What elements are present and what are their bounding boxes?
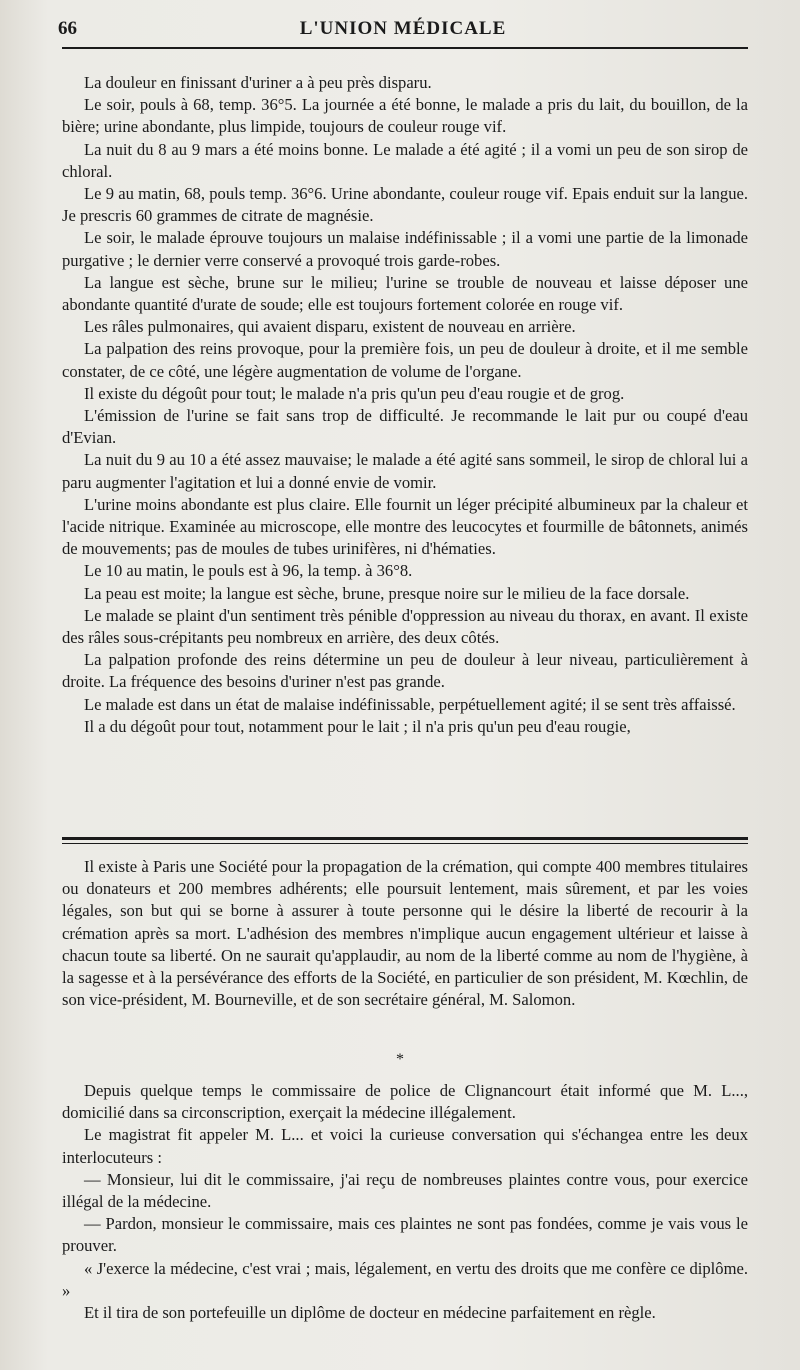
paragraph: Le magistrat fit appeler M. L... et voici la curieuse conversation qui s'échangea entre les deux interlocuteurs : — [62, 1125, 748, 1167]
paragraph: « J'exerce la médecine, c'est vrai ; mais, légalement, en vertu des droits que me confère ce diplôme. » — [62, 1258, 748, 1300]
paragraph: Il existe du dégoût pour tout; le malade n'a pris qu'un peu d'eau rougie et de grog. — [84, 383, 625, 403]
paragraph: Les râles pulmonaires, qui avaient disparu, existent de nouveau en arrière. — [84, 317, 576, 337]
paragraph: — Pardon, monsieur le commissaire, mais ces plaintes ne sont pas fondées, comme je vais vous le prouver. — [62, 1214, 748, 1256]
asterisk-separator: * — [396, 1051, 404, 1068]
paragraph: La langue est sèche, brune sur le milieu; l'urine se trouble de nouveau et laisse déposer une abondante quantité d'urate de soude; elle est toujours fortement colorée en rouge vif. — [62, 272, 748, 315]
paragraph: La douleur en finissant d'uriner a à peu près disparu. — [84, 73, 432, 92]
paragraph: — Monsieur, lui dit le commissaire, j'ai reçu de nombreuses plaintes contre vous, pour exercice illégal de la médecine. — [62, 1169, 748, 1212]
paragraph: Le soir, le malade éprouve toujours un malaise indéfinissable ; il a vomi une partie de la limonade purgative ; le dernier verre conservé a provoqué trois garde-robes. — [62, 228, 748, 270]
paragraph: Le 9 au matin, 68, pouls temp. 36°6. Urine abondante, couleur rouge vif. Epais enduit sur la langue. Je prescris 60 grammes de citrate de magnésie. — [62, 184, 748, 226]
page-header — [58, 18, 748, 48]
paragraph: L'urine moins abondante est plus claire. Elle fournit un léger précipité albumineux par la chaleur et l'acide nitrique. Examinée au microscope, elle montre des leucocytes et fourmille de bâtonnets, animés de mouvements; pas de moules de tubes urinifères, ni d'hématies. — [62, 494, 748, 559]
paragraph: Depuis quelque temps le commissaire de police de Clignancourt était informé que M. L..., domicilié dans sa circonscription, exerçait la médecine illégalement. — [62, 1081, 748, 1123]
paragraph: La nuit du 9 au 10 a été assez mauvaise; le malade a été agité sans sommeil, le sirop de chloral lui a paru augmenter l'agitation et lui a donné envie de vomir. — [62, 450, 748, 492]
header-rule — [62, 47, 748, 49]
page-number: 66 — [58, 18, 77, 39]
cremation-society-text — [62, 856, 748, 1011]
paragraph: L'émission de l'urine se fait sans trop de difficulté. Je recommande le lait pur ou coupé d'eau d'Evian. — [62, 406, 748, 448]
section-divider — [62, 837, 748, 844]
paragraph: La palpation des reins provoque, pour la première fois, un peu de douleur à droite, et il me semble constater, de ce côté, une légère augmentation de volume de l'organe. — [62, 339, 748, 381]
paragraph: Il a du dégoût pour tout, notamment pour le lait ; il n'a pris qu'un peu d'eau rougie, — [84, 716, 631, 736]
paragraph: Le soir, pouls à 68, temp. 36°5. La journée a été bonne, le malade a pris du lait, du bouillon, de la bière; urine abondante, plus limpide, toujours de couleur rouge vif. — [62, 95, 748, 137]
paragraph: La nuit du 8 au 9 mars a été moins bonne. Le malade a été agité ; il a vomi un peu de son sirop de chloral. — [62, 139, 748, 181]
illegal-medicine-anecdote-text — [62, 1080, 748, 1324]
paragraph: Le 10 au matin, le pouls est à 96, la temp. à 36°8. — [84, 561, 413, 581]
paragraph: La peau est moite; la langue est sèche, brune, presque noire sur le milieu de la face dorsale. — [84, 583, 690, 603]
paragraph: Il existe à Paris une Société pour la propagation de la crémation, qui compte 400 membres titulaires ou donateurs et 200 membres adhérents; elle poursuit lentement, mais sûrement, et par les voies légales, son but qui se borne à assurer à toute personne qui le désire la liberté de recourir à la crémation après sa mort. L'adhésion des membres n'implique aucun engagement ultérieur et laisse à chacun toute sa liberté. On ne saurait qu'applaudir, au nom de la liberté comme au nom de l'hygiène, à la sagesse et à la persévérance des efforts de la Société, en particulier de son président, M. Kœchlin, de son vice-président, M. Bourneville, et de son secrétaire général, M. Salomon. — [62, 857, 748, 1010]
journal-title: L'UNION MÉDICALE — [299, 18, 507, 39]
clinical-case-text — [62, 72, 748, 738]
paragraph: Le malade est dans un état de malaise indéfinissable, perpétuellement agité; il se sent très affaissé. — [84, 694, 736, 714]
paragraph: Le malade se plaint d'un sentiment très pénible d'oppression au niveau du thorax, en avant. Il existe des râles sous-crépitants peu nombreux en arrière, des deux côtés. — [62, 605, 748, 648]
paragraph: Et il tira de son portefeuille un diplôme de docteur en médecine parfaitement en règle. — [84, 1303, 656, 1323]
paragraph: La palpation profonde des reins détermine un peu de douleur à leur niveau, particulièrement à droite. La fréquence des besoins d'uriner n'est pas grande. — [62, 650, 748, 692]
